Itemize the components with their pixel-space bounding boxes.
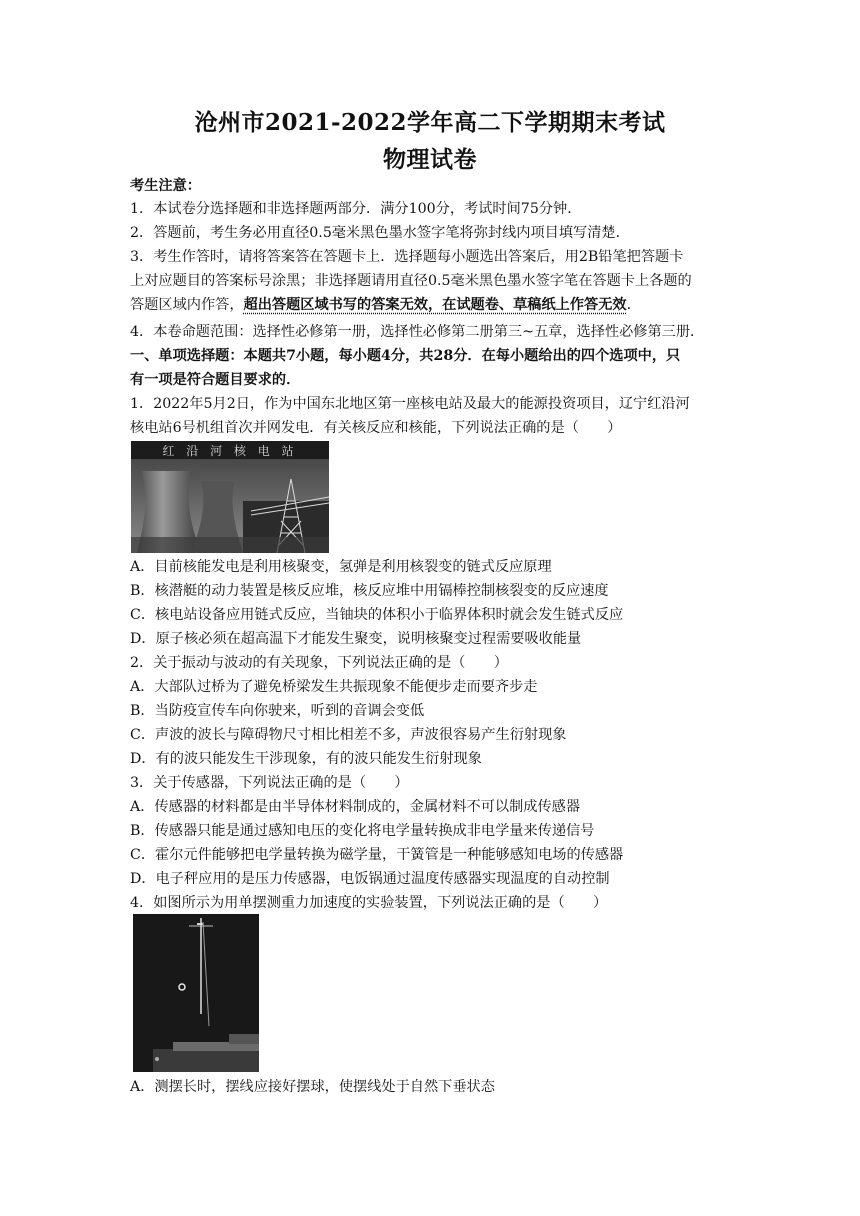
question-2-option-d: D．有的波只能发生干涉现象，有的波只能发生衍射现象 — [130, 751, 482, 767]
exam-subtitle: 物理试卷 — [383, 146, 477, 173]
question-2-option-b: B．当防疫宣传车向你驶来，听到的音调会变低 — [130, 703, 425, 719]
note-3-text: 答题区域内作答， — [130, 297, 244, 313]
question-2-option-c: C．声波的波长与障碍物尺寸相比相差不多，声波很容易产生衍射现象 — [130, 727, 567, 743]
note-1: 1．本试卷分选择题和非选择题两部分．满分100分，考试时间75分钟． — [130, 201, 582, 217]
pendulum-photo — [133, 914, 259, 1072]
question-1-option-c: C．核电站设备应用链式反应，当铀块的体积小于临界体积时就会发生链式反应 — [130, 607, 624, 623]
question-1-line-2: 核电站6号机组首次并网发电．有关核反应和核能，下列说法正确的是（ ） — [130, 420, 622, 436]
question-2-option-a: A．大部队过桥为了避免桥梁发生共振现象不能便步走而要齐步走 — [130, 679, 538, 695]
question-3: 3．关于传感器，下列说法正确的是（ ） — [130, 775, 409, 791]
question-4: 4．如图所示为用单摆测重力加速度的实验装置，下列说法正确的是（ ） — [130, 895, 608, 911]
nuclear-plant-photo — [131, 441, 329, 553]
note-4: 4．本卷命题范围：选择性必修第一册，选择性必修第二册第三~五章，选择性必修第三册． — [130, 324, 705, 340]
note-3-end: ． — [626, 297, 641, 313]
photo-caption: 红 沿 河 核 电 站 — [162, 444, 298, 458]
question-3-option-b: B．传感器只能是通过感知电压的变化将电学量转换成非电学量来传递信号 — [130, 823, 595, 839]
question-3-option-c: C．霍尔元件能够把电学量转换为磁学量，干簧管是一种能够感知电场的传感器 — [130, 847, 624, 863]
question-4-option-a: A．测摆长时，摆线应接好摆球，使摆线处于自然下垂状态 — [130, 1079, 495, 1095]
section-heading-line-2: 有一项是符合题目要求的． — [130, 372, 301, 388]
note-3-line-3 — [130, 295, 641, 315]
question-3-option-a: A．传感器的材料都是由半导体材料制成的，金属材料不可以制成传感器 — [130, 799, 581, 815]
section-heading-line-1: 一、单项选择题：本题共7小题，每小题4分，共28分．在每小题给出的四个选项中，只 — [130, 348, 681, 364]
question-1-line-1: 1．2022年5月2日，作为中国东北地区第一座核电站及最大的能源投资项目，辽宁红沿河 — [130, 396, 690, 412]
question-1-option-a: A．目前核能发电是利用核聚变，氢弹是利用核裂变的链式反应原理 — [130, 559, 552, 575]
question-3-option-d: D．电子秤应用的是压力传感器，电饭锅通过温度传感器实现温度的自动控制 — [130, 871, 610, 887]
note-3-emphasis: 超出答题区域书写的答案无效，在试题卷、草稿纸上作答无效 — [243, 297, 627, 313]
question-1-option-d: D．原子核必须在超高温下才能发生聚变，说明核聚变过程需要吸收能量 — [130, 631, 582, 647]
exam-title: 沧州市2021-2022学年高二下学期期末考试 — [194, 109, 666, 136]
note-3-line-2: 上对应题目的答案标号涂黑；非选择题请用直径0.5毫米黑色墨水签字笔在答题卡上各题的 — [130, 273, 692, 289]
question-1-option-b: B．核潜艇的动力装置是核反应堆，核反应堆中用镉棒控制核裂变的反应速度 — [130, 583, 609, 599]
note-3-line-1: 3．考生作答时，请将答案答在答题卡上．选择题每小题选出答案后，用2B铅笔把答题卡 — [130, 249, 684, 265]
question-2: 2．关于振动与波动的有关现象，下列说法正确的是（ ） — [130, 655, 508, 671]
notes-heading: 考生注意： — [130, 178, 201, 194]
note-2: 2．答题前，考生务必用直径0.5毫米黑色墨水签字笔将弥封线内项目填写清楚． — [130, 225, 630, 241]
